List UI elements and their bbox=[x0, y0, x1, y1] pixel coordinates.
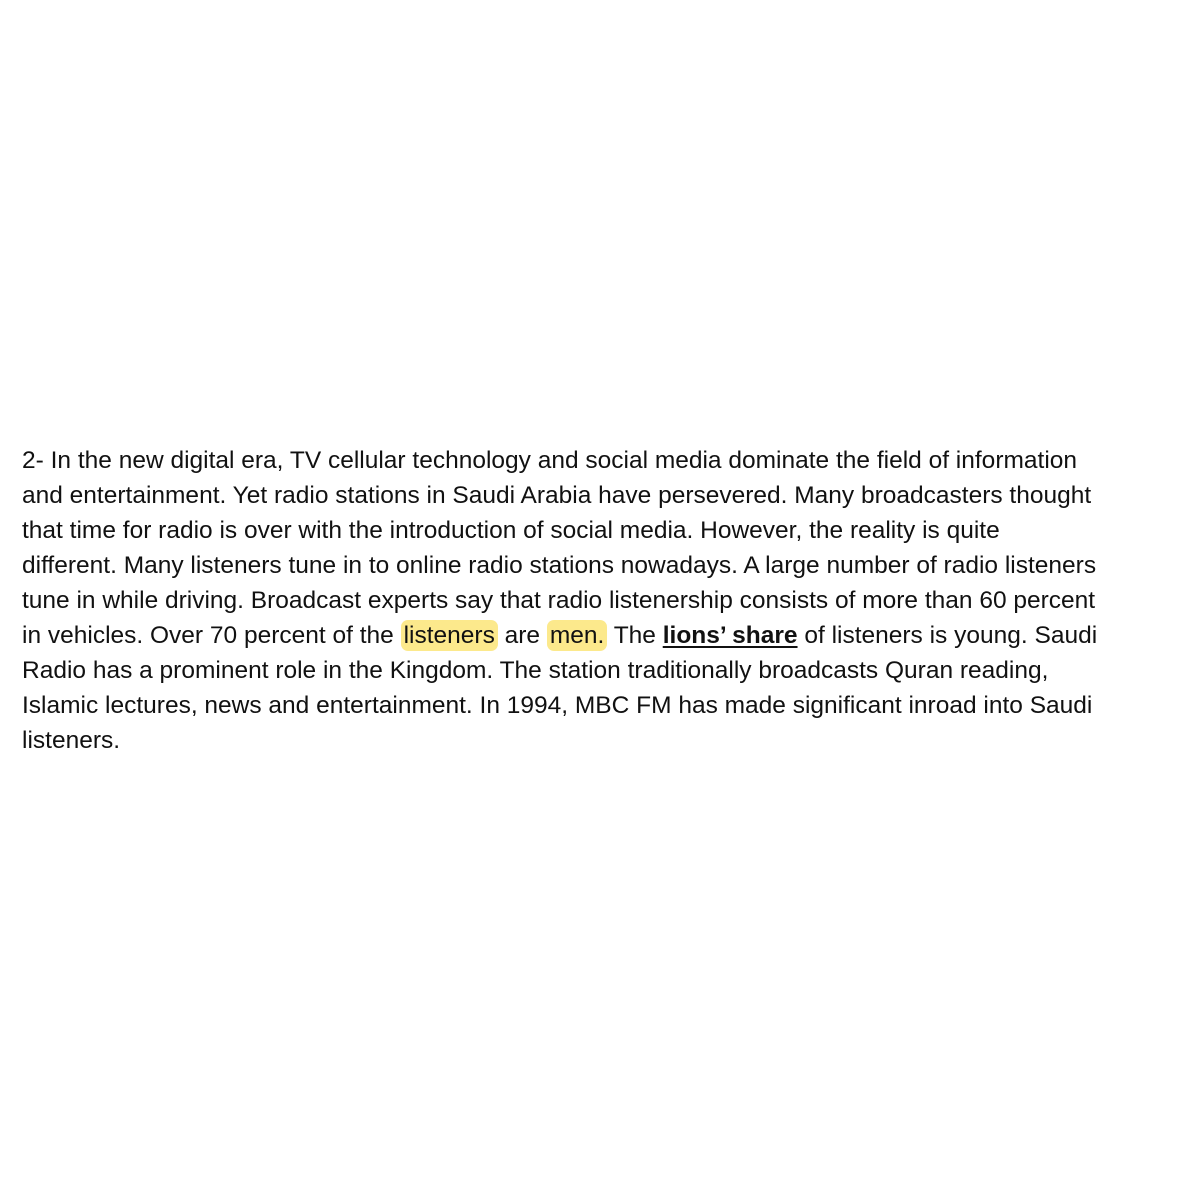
text-line: tune in while driving. Broadcast experts say that radio listenership consists of more than 60 percent bbox=[22, 587, 1096, 614]
text-line: 2- In the new digital era, TV cellular technology and social media dominate the field of information bbox=[22, 447, 1078, 474]
text-fragment: are bbox=[497, 622, 547, 649]
highlighted-word-men: men. bbox=[547, 620, 607, 651]
highlighted-word-listeners: listeners bbox=[401, 620, 498, 651]
text-fragment: The bbox=[607, 622, 663, 649]
text-line: and entertainment. Yet radio stations in Saudi Arabia have persevered. Many broadcasters thought bbox=[22, 482, 1092, 509]
text-line: that time for radio is over with the introduction of social media. However, the reality is quite bbox=[22, 517, 1000, 544]
text-fragment: in vehicles. Over 70 percent of the bbox=[22, 622, 401, 649]
text-line-with-highlights bbox=[22, 618, 1182, 653]
text-line: Radio has a prominent role in the Kingdom. The station traditionally broadcasts Quran reading, bbox=[22, 657, 1049, 684]
text-fragment: of listeners is young. Saudi bbox=[797, 622, 1098, 649]
underlined-phrase-lions-share: lions’ share bbox=[662, 622, 798, 649]
text-line: different. Many listeners tune in to online radio stations nowadays. A large number of radio listeners bbox=[22, 552, 1097, 579]
text-line: Islamic lectures, news and entertainment. In 1994, MBC FM has made significant inroad into Saudi bbox=[22, 692, 1093, 719]
text-line: listeners. bbox=[22, 727, 121, 754]
paragraph-radio-in-saudi-arabia bbox=[22, 443, 1182, 758]
